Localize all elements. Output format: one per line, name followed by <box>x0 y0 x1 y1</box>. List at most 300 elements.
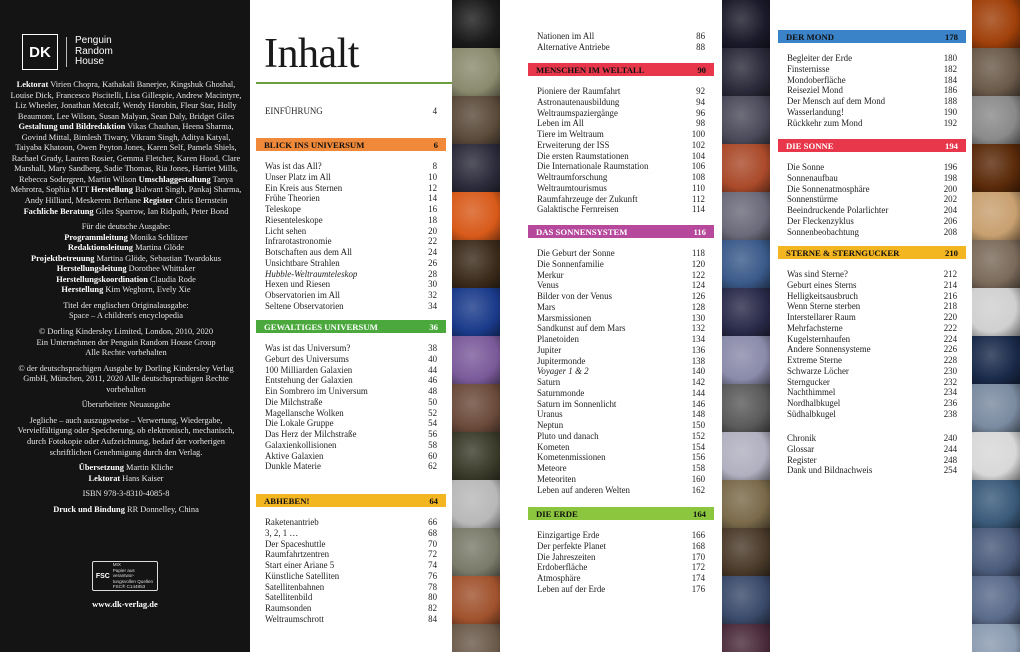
toc-entry-title: Licht sehen <box>265 225 307 236</box>
toc-entry-title: Atmosphäre <box>537 573 581 583</box>
credits-paragraph <box>10 301 242 322</box>
toc-entry-page: 160 <box>691 473 705 484</box>
toc-entry-page: 22 <box>428 236 437 247</box>
toc-entry-title: Frühe Theorien <box>265 193 320 204</box>
toc-entry[interactable] <box>265 560 437 571</box>
toc-entry[interactable] <box>787 162 957 173</box>
toc-entry[interactable] <box>537 161 705 172</box>
toc-entry[interactable] <box>537 313 705 324</box>
toc-entry-title: Seltene Observatorien <box>265 300 344 311</box>
credit-role: Redaktionsleitung <box>67 243 133 253</box>
toc-column-1 <box>256 0 446 652</box>
toc-entry[interactable] <box>265 290 437 301</box>
toc-entry-page: 152 <box>691 430 705 441</box>
space-photo <box>452 624 500 652</box>
credit-role: Druck und Bindung <box>53 504 125 514</box>
toc-entry[interactable] <box>537 366 705 377</box>
section-header[interactable] <box>528 225 714 238</box>
toc-entry[interactable] <box>265 301 437 312</box>
toc-entry-title: Die Lokale Gruppe <box>265 418 334 429</box>
toc-entry-title: Astronautenausbildung <box>537 96 620 107</box>
toc-entry[interactable] <box>537 442 705 453</box>
credit-text: Chris Bernstein <box>172 196 228 206</box>
toc-entry[interactable] <box>265 226 437 237</box>
toc-entry[interactable] <box>265 549 437 560</box>
credit-text: Jegliche – auch auszugsweise – Verwertung, Wiedergabe, Vervielfältigung oder Speicherung, ob elektronisch, mechanisch, durch Fotokopie oder Aufzeichnung, bedarf der vorherigen schriftlichen Genehmigung durch den Verlag. <box>17 415 235 457</box>
toc-entry-title: Botschaften aus dem All <box>265 247 353 257</box>
credit-role: Gestaltung und Bildredaktion <box>18 122 126 132</box>
toc-entry[interactable] <box>787 118 957 129</box>
toc-entry[interactable] <box>537 108 705 119</box>
toc-entry-title: Saturn <box>537 377 561 387</box>
toc-entry-page: 144 <box>691 387 705 398</box>
space-photo <box>452 528 500 576</box>
toc-entry[interactable] <box>537 431 705 442</box>
toc-entry[interactable] <box>787 323 957 334</box>
toc-entry[interactable] <box>787 409 957 420</box>
toc-entry[interactable] <box>265 183 437 194</box>
toc-entry[interactable] <box>787 312 957 323</box>
toc-entry-page: 154 <box>691 441 705 452</box>
toc-entry[interactable] <box>265 451 437 462</box>
toc-entry[interactable] <box>537 259 705 270</box>
toc-entry[interactable] <box>265 539 437 550</box>
toc-entry[interactable] <box>787 444 957 455</box>
toc-entry[interactable] <box>265 461 437 472</box>
toc-entry[interactable] <box>787 194 957 205</box>
toc-entry-title: Raumsonden <box>265 603 312 613</box>
toc-entry-title: Raumfahrzeuge der Zukunft <box>537 193 638 204</box>
credits-paragraph <box>10 222 242 296</box>
toc-entry[interactable] <box>787 269 957 280</box>
toc-entry-title: Der Mensch auf dem Mond <box>787 96 886 106</box>
toc-entry[interactable] <box>537 452 705 463</box>
toc-entry-page: 68 <box>428 527 437 538</box>
section-title: DAS SONNENSYSTEM <box>536 226 628 237</box>
toc-entry[interactable] <box>537 183 705 194</box>
toc-entry[interactable] <box>537 270 705 281</box>
toc-entry-title: Die Internationale Raumstation <box>537 161 649 172</box>
toc-entry-page: 214 <box>943 279 957 290</box>
section-header[interactable] <box>778 30 966 43</box>
toc-entry[interactable] <box>787 227 957 238</box>
toc-entry[interactable] <box>265 614 437 625</box>
toc-entry-page: 192 <box>943 117 957 128</box>
section-title: MENSCHEN IM WELTALL <box>536 64 645 75</box>
space-photo <box>452 576 500 624</box>
toc-entry[interactable] <box>537 573 705 584</box>
space-photo <box>972 0 1020 48</box>
credit-text: Für die deutsche Ausgabe: <box>81 222 171 232</box>
toc-entry[interactable] <box>537 345 705 356</box>
credits-paragraph <box>10 400 242 411</box>
toc-entry-page: 150 <box>691 420 705 430</box>
toc-entry[interactable] <box>537 399 705 410</box>
toc-entry[interactable] <box>265 528 437 539</box>
toc-intro[interactable] <box>256 106 446 117</box>
toc-entry-page: 20 <box>428 225 437 236</box>
toc-entry-title: Bilder von der Venus <box>537 291 613 301</box>
toc-entry-title: Geburt des Universums <box>265 353 349 364</box>
toc-entry[interactable] <box>787 366 957 377</box>
toc-entry[interactable] <box>537 377 705 388</box>
credit-text: Martina Glöde <box>132 243 185 253</box>
toc-entry-page: 76 <box>428 570 437 581</box>
toc-entry-title: Beeindruckende Polarlichter <box>787 205 889 215</box>
toc-entry[interactable] <box>537 409 705 420</box>
toc-entry-title: 3, 2, 1 … <box>265 527 299 538</box>
toc-entry-page: 80 <box>428 592 437 603</box>
toc-section-sonne <box>778 139 966 237</box>
toc-entry-page: 254 <box>943 465 957 476</box>
toc-entry-title: Satellitenbahnen <box>265 581 325 592</box>
toc-entry[interactable] <box>265 582 437 593</box>
toc-entry[interactable] <box>265 440 437 451</box>
photo-strip-right <box>972 0 1020 652</box>
credits-paragraph <box>10 489 242 500</box>
toc-entry[interactable] <box>265 161 437 172</box>
toc-entry-page: 72 <box>428 549 437 560</box>
toc-entry[interactable] <box>265 365 437 376</box>
section-title: DER MOND <box>786 31 835 42</box>
toc-entry-page: 112 <box>692 193 705 204</box>
toc-entry-title: Sterngucker <box>787 376 830 387</box>
toc-entry[interactable] <box>537 280 705 291</box>
toc-entry[interactable] <box>265 386 437 397</box>
toc-entry-title: Entstehung der Galaxien <box>265 375 353 386</box>
toc-entry[interactable] <box>787 280 957 291</box>
toc-entry-title: Pluto und danach <box>537 430 599 441</box>
toc-entry[interactable] <box>265 397 437 408</box>
credit-role: Projektbetreuung <box>31 253 95 263</box>
credit-text: Giles Sparrow, Ian Ridpath, Peter Bond <box>93 206 229 216</box>
toc-entry[interactable] <box>537 334 705 345</box>
space-photo <box>722 432 770 480</box>
toc-entry-title: Mondoberfläche <box>787 74 846 85</box>
toc-entry-page: 138 <box>691 355 705 366</box>
toc-entry-page: 46 <box>428 375 437 386</box>
credit-text: Dorothee Whittaker <box>126 264 196 274</box>
space-photo <box>722 384 770 432</box>
section-header[interactable] <box>256 320 446 333</box>
toc-entry-page: 110 <box>692 182 705 193</box>
toc-entry-page: 190 <box>943 106 957 117</box>
section-page: 178 <box>944 31 958 42</box>
toc-entry[interactable] <box>787 85 957 96</box>
toc-entry-page: 96 <box>696 107 705 118</box>
toc-entry[interactable] <box>265 172 437 183</box>
section-title: DIE SONNE <box>786 140 834 151</box>
toc-entry-page: 84 <box>428 613 437 624</box>
fsc-text: MIX Papier aus verantwor- tungsvollen Quellen FSC® C144853 <box>112 562 154 590</box>
credit-role: Fachliche Beratung <box>23 206 94 216</box>
toc-entry[interactable] <box>537 31 705 42</box>
toc-entry-title: Südhalbkugel <box>787 408 836 419</box>
toc-entry[interactable] <box>787 465 957 476</box>
toc-entry-page: 56 <box>428 429 437 439</box>
toc-entry[interactable] <box>537 140 705 151</box>
toc-entry[interactable] <box>265 269 437 280</box>
toc-entry[interactable] <box>537 86 705 97</box>
toc-entry[interactable] <box>265 354 437 365</box>
toc-entry[interactable] <box>787 107 957 118</box>
toc-entry-page: 198 <box>943 172 957 183</box>
toc-entry[interactable] <box>265 193 437 204</box>
toc-entry-page: 184 <box>943 74 957 85</box>
toc-entry-page: 54 <box>428 418 437 429</box>
fsc-label <box>92 561 158 591</box>
toc-entry-title: Wenn Sterne sterben <box>787 301 861 312</box>
toc-entry-page: 50 <box>428 396 437 407</box>
toc-entry-page: 120 <box>691 258 705 269</box>
toc-entry-page: 168 <box>691 540 705 551</box>
toc-entry-title: Leben auf anderen Welten <box>537 484 630 495</box>
section-page: 6 <box>433 139 438 150</box>
toc-entry[interactable] <box>787 205 957 216</box>
toc-entry[interactable] <box>537 552 705 563</box>
toc-section-menschen <box>528 63 714 215</box>
space-photo <box>972 336 1020 384</box>
toc-entry[interactable] <box>537 291 705 302</box>
toc-entry[interactable] <box>787 398 957 409</box>
toc-entry[interactable] <box>787 355 957 366</box>
credit-text: Tanya Mehrotra, Sophia MTT <box>10 174 234 195</box>
toc-entry[interactable] <box>787 301 957 312</box>
toc-entry[interactable] <box>787 334 957 345</box>
toc-entry[interactable] <box>787 96 957 107</box>
toc-entry[interactable] <box>265 375 437 386</box>
toc-entry-title: Sandkunst auf dem Mars <box>537 323 626 334</box>
toc-entry[interactable] <box>265 408 437 419</box>
toc-entry[interactable] <box>787 291 957 302</box>
credit-role: Herstellung <box>91 185 133 195</box>
toc-entry-page: 8 <box>432 161 437 171</box>
toc-entry-page: 240 <box>943 433 957 443</box>
space-photo <box>722 144 770 192</box>
toc-entry-page: 94 <box>696 96 705 107</box>
toc-entry[interactable] <box>537 420 705 431</box>
toc-entry-page: 182 <box>943 63 957 74</box>
toc-entry[interactable] <box>787 455 957 466</box>
space-photo <box>972 96 1020 144</box>
toc-entry[interactable] <box>265 429 437 440</box>
toc-entry-page: 118 <box>692 248 705 258</box>
toc-entry-page: 244 <box>943 443 957 454</box>
toc-entry-title: Uranus <box>537 409 563 420</box>
toc-entry-title: Rückkehr zum Mond <box>787 117 863 128</box>
section-header[interactable] <box>528 507 714 520</box>
toc-entry-title: Galaxienkollisionen <box>265 439 337 450</box>
section-header[interactable] <box>528 63 714 76</box>
toc-entry-page: 44 <box>428 364 437 375</box>
toc-entry-page: 216 <box>943 290 957 301</box>
toc-entry-page: 62 <box>428 461 437 472</box>
section-header[interactable] <box>778 139 966 152</box>
toc-intro-page: 4 <box>432 106 437 116</box>
toc-entry-title: Magellansche Wolken <box>265 407 344 418</box>
toc-entry-page: 148 <box>691 409 705 420</box>
toc-entry[interactable] <box>537 129 705 140</box>
toc-entry-page: 14 <box>428 193 437 204</box>
space-photo <box>972 240 1020 288</box>
credits-paragraph <box>10 505 242 516</box>
toc-section-erde <box>528 507 714 595</box>
section-title: GEWALTIGES UNIVERSUM <box>264 321 378 332</box>
toc-entry-title: Das Herz der Milchstraße <box>265 429 357 439</box>
toc-entry[interactable] <box>537 541 705 552</box>
toc-entry[interactable] <box>537 530 705 541</box>
toc-entry-title: Nordhalbkugel <box>787 398 841 408</box>
toc-entry-page: 218 <box>943 301 957 312</box>
toc-entry[interactable] <box>537 172 705 183</box>
space-photo <box>722 480 770 528</box>
toc-entry[interactable] <box>787 216 957 227</box>
section-page: 116 <box>693 226 706 237</box>
toc-entry[interactable] <box>537 204 705 215</box>
toc-entry[interactable] <box>537 42 705 53</box>
toc-entry-title: Satellitenbild <box>265 592 313 603</box>
toc-entry-page: 24 <box>428 247 437 257</box>
toc-entry[interactable] <box>537 248 705 259</box>
toc-entry-title: Die Milchstraße <box>265 396 323 407</box>
toc-entry[interactable] <box>265 603 437 614</box>
credit-role: Übersetzung <box>78 463 124 473</box>
toc-entry[interactable] <box>787 53 957 64</box>
toc-section-abheben <box>256 494 446 625</box>
section-header[interactable] <box>256 138 446 151</box>
toc-entry[interactable] <box>787 377 957 388</box>
credit-text: Alle Rechte vorbehalten <box>85 348 167 358</box>
toc-entry[interactable] <box>537 584 705 595</box>
space-photo <box>452 96 500 144</box>
toc-entry[interactable] <box>265 204 437 215</box>
toc-section-gewaltig <box>256 320 446 472</box>
credit-role: Lektorat <box>16 80 49 89</box>
toc-entry-title: Neptun <box>537 420 564 430</box>
fsc-tree-icon: FSC <box>95 572 110 580</box>
toc-entry[interactable] <box>537 97 705 108</box>
toc-entry-title: Der Spaceshuttle <box>265 538 326 549</box>
toc-entry[interactable] <box>265 571 437 582</box>
toc-section-cont <box>528 31 714 53</box>
toc-entry[interactable] <box>265 517 437 528</box>
publisher-website[interactable]: www.dk-verlag.de <box>92 599 158 609</box>
toc-entry-page: 86 <box>696 31 705 41</box>
toc-entry-page: 126 <box>691 291 705 301</box>
toc-entry-page: 100 <box>691 129 705 139</box>
credit-text: Martina Glöde, Sebastian Twardokus <box>94 253 221 263</box>
toc-entry[interactable] <box>537 302 705 313</box>
toc-entry-page: 162 <box>691 484 705 495</box>
toc-entry-page: 172 <box>691 562 705 573</box>
toc-entry[interactable] <box>787 184 957 195</box>
toc-entry-page: 226 <box>943 344 957 355</box>
section-title: BLICK INS UNIVERSUM <box>264 139 365 150</box>
toc-entry-title: Nationen im All <box>537 31 595 41</box>
toc-entry-page: 212 <box>943 269 957 279</box>
toc-entry-page: 106 <box>691 161 705 172</box>
toc-entry-title: Planetoiden <box>537 334 579 344</box>
toc-entry[interactable] <box>265 343 437 354</box>
toc-entry-title: Die Sonnenatmosphäre <box>787 183 870 194</box>
toc-entry-title: Der perfekte Planet <box>537 540 606 551</box>
toc-entry[interactable] <box>537 485 705 496</box>
space-photo <box>452 0 500 48</box>
toc-entry-page: 188 <box>943 96 957 106</box>
toc-entry[interactable] <box>265 247 437 258</box>
photo-strip-middle <box>722 0 770 652</box>
credit-role: Herstellung <box>61 285 104 295</box>
section-page: 210 <box>944 247 958 258</box>
toc-entry[interactable] <box>265 236 437 247</box>
toc-entry[interactable] <box>537 388 705 399</box>
toc-entry[interactable] <box>265 418 437 429</box>
space-photo <box>972 48 1020 96</box>
credit-text: © Dorling Kindersley Limited, London, 2010, 2020 <box>38 327 214 337</box>
toc-entry[interactable] <box>787 344 957 355</box>
toc-entry-page: 134 <box>691 334 705 344</box>
publisher-logo <box>22 34 113 70</box>
toc-section-sterne <box>778 246 966 420</box>
space-photo <box>972 528 1020 576</box>
toc-entry[interactable] <box>537 118 705 129</box>
credits-block <box>10 80 242 520</box>
toc-entry[interactable] <box>537 463 705 474</box>
toc-entry[interactable] <box>787 64 957 75</box>
toc-entry[interactable] <box>537 562 705 573</box>
toc-entry-title: Sonnenaufbau <box>787 172 838 183</box>
toc-entry[interactable] <box>537 151 705 162</box>
toc-entry-title: Die Sonne <box>787 162 825 172</box>
toc-entry-title: Hexen und Riesen <box>265 279 331 290</box>
toc-entry-title: Observatorien im All <box>265 290 340 300</box>
toc-entry-page: 176 <box>691 583 705 594</box>
toc-entry-title: Hubble-Weltraumteleskop <box>265 268 358 279</box>
toc-entry[interactable] <box>787 387 957 398</box>
toc-entry[interactable] <box>537 194 705 205</box>
toc-entry[interactable] <box>787 173 957 184</box>
toc-entry-title: Wasserlandung! <box>787 106 844 117</box>
toc-entry[interactable] <box>787 433 957 444</box>
toc-entry-title: Meteoriten <box>537 473 576 484</box>
toc-entry[interactable] <box>265 279 437 290</box>
toc-entry-title: Kugelsternhaufen <box>787 333 851 344</box>
toc-entry-title: Ein Kreis aus Sternen <box>265 182 343 193</box>
toc-entry[interactable] <box>265 258 437 269</box>
toc-entry-title: Was ist das All? <box>265 161 322 171</box>
toc-entry-page: 18 <box>428 214 437 225</box>
toc-entry[interactable] <box>537 356 705 367</box>
toc-entry-page: 30 <box>428 279 437 290</box>
section-header[interactable] <box>256 494 446 507</box>
section-header[interactable] <box>778 246 966 259</box>
toc-entry-page: 140 <box>691 366 705 377</box>
toc-entry-page: 238 <box>943 408 957 419</box>
toc-section-sonnensystem <box>528 225 714 495</box>
space-photo <box>722 288 770 336</box>
toc-entry-page: 26 <box>428 257 437 268</box>
toc-entry-page: 124 <box>691 280 705 291</box>
toc-entry-title: Leben im All <box>537 118 584 129</box>
toc-entry[interactable] <box>787 75 957 86</box>
toc-entry[interactable] <box>537 474 705 485</box>
space-photo <box>452 144 500 192</box>
toc-entry[interactable] <box>265 215 437 226</box>
toc-entry[interactable] <box>265 592 437 603</box>
toc-entry[interactable] <box>537 323 705 334</box>
toc-entry-page: 222 <box>943 322 957 333</box>
space-photo <box>452 336 500 384</box>
